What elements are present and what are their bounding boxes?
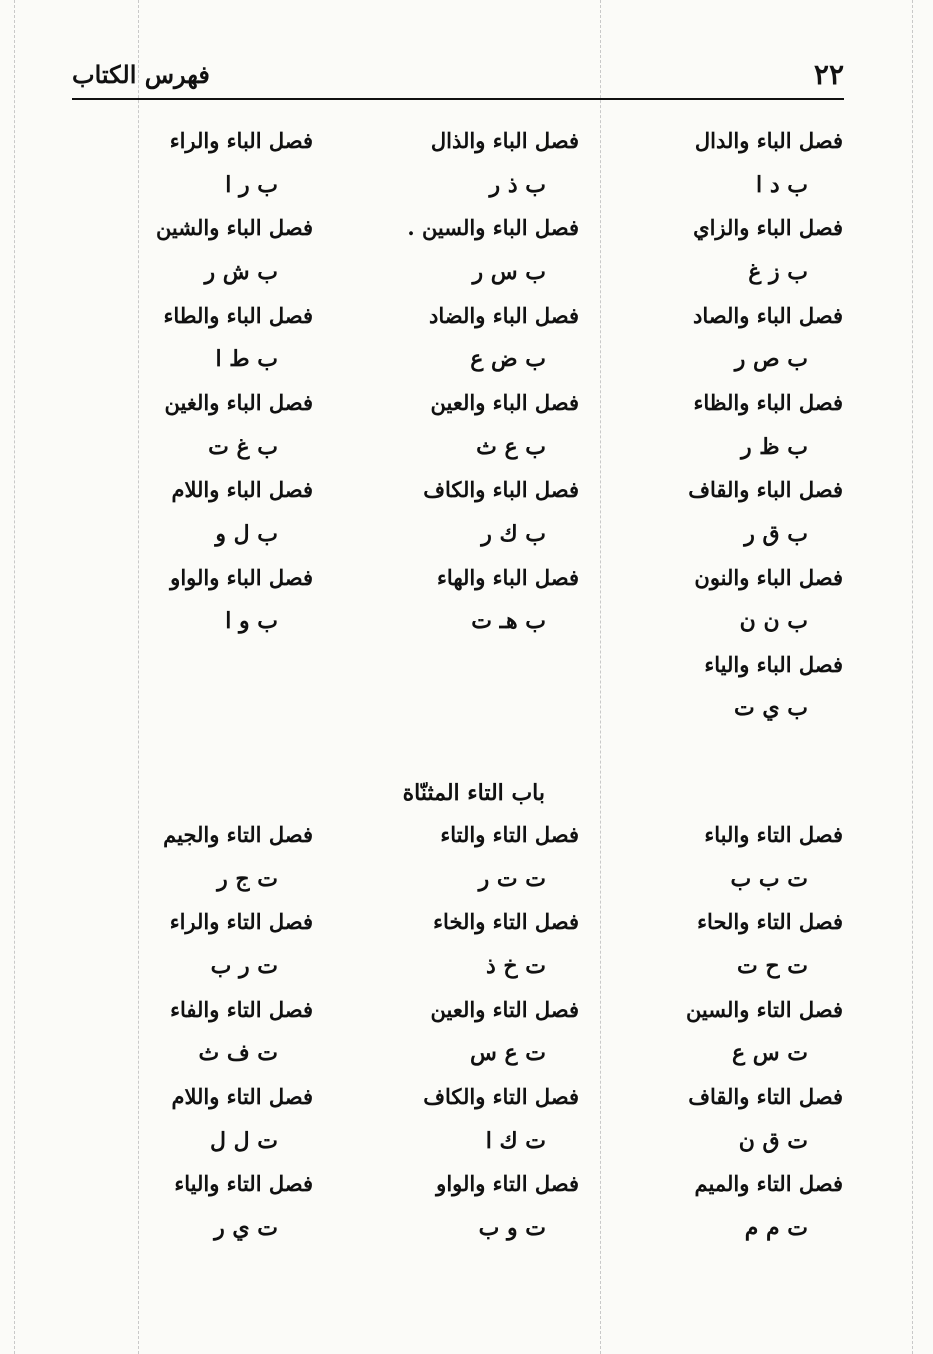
root-letters: ب د ا xyxy=(756,171,808,198)
root-letters: ب ض ع xyxy=(470,346,546,373)
fasl-heading: فصل التاء والعين xyxy=(430,996,579,1022)
fasl-heading: فصل الباء والواو xyxy=(170,564,313,590)
root-letters: ت ي ر xyxy=(214,1214,278,1241)
fasl-heading: فصل الباء والضاد xyxy=(429,302,579,328)
root-letters: ب ي ت xyxy=(734,695,808,722)
fasl-heading: فصل التاء والقاف xyxy=(688,1083,843,1109)
section-title-ta: باب التاء المثنّاة xyxy=(402,780,545,806)
fasl-heading: فصل الباء والنون xyxy=(694,564,843,590)
fasl-heading: فصل التاء والخاء xyxy=(433,909,579,935)
fasl-heading: فصل التاء والتاء xyxy=(440,822,579,847)
root-letters: ب و ا xyxy=(225,608,278,635)
fasl-heading: فصل الباء والراء xyxy=(169,128,313,153)
root-letters: ت خ ذ xyxy=(485,952,546,979)
fasl-heading: فصل الباء والزاي xyxy=(693,215,843,241)
fasl-heading: فصل الباء واللام xyxy=(171,477,313,503)
fasl-heading: فصل التاء والياء xyxy=(174,1171,313,1197)
fasl-heading: فصل التاء والسين xyxy=(685,996,843,1022)
running-title: فهرس الكتاب xyxy=(72,60,210,89)
root-letters: ب ع ث xyxy=(476,433,546,460)
fasl-heading: فصل الباء والقاف xyxy=(688,477,843,503)
fasl-heading: فصل التاء والجيم xyxy=(163,822,313,847)
root-letters: ب ط ا xyxy=(215,346,278,373)
fasl-heading: فصل الباء والدال xyxy=(694,128,843,153)
fasl-heading: فصل الباء والهاء xyxy=(437,564,579,590)
root-letters: ب هـ ت xyxy=(471,608,546,635)
root-letters: ت ل ل xyxy=(210,1127,278,1154)
scan-edge-line xyxy=(912,0,913,1354)
fasl-heading: فصل الباء والسين . xyxy=(407,215,579,241)
fasl-heading: فصل الباء والصاد xyxy=(693,302,843,328)
page-header xyxy=(72,58,844,100)
root-letters: ت ح ت xyxy=(737,952,808,979)
root-letters: ب ك ر xyxy=(481,520,546,547)
root-letters: ب ظ ر xyxy=(741,433,808,460)
root-letters: ب ل و xyxy=(215,520,278,547)
fasl-heading: فصل التاء والميم xyxy=(694,1171,843,1197)
root-letters: ب س ر xyxy=(472,258,546,285)
fasl-heading: فصل التاء والكاف xyxy=(423,1083,579,1109)
root-letters: ت ف ث xyxy=(198,1040,278,1067)
fasl-heading: فصل الباء والذال xyxy=(430,128,579,153)
fasl-heading: فصل التاء والباء xyxy=(704,822,843,847)
page-number: ٢٢ xyxy=(813,58,844,91)
root-letters: ب ز غ xyxy=(748,258,808,285)
fasl-heading: فصل الباء والظاء xyxy=(693,389,843,415)
fasl-heading: فصل التاء والحاء xyxy=(697,909,843,935)
root-letters: ت س ع xyxy=(731,1040,808,1067)
root-letters: ت و ب xyxy=(478,1214,546,1241)
root-letters: ب ر ا xyxy=(225,171,278,198)
root-letters: ب ن ن xyxy=(739,608,808,635)
fasl-heading: فصل التاء واللام xyxy=(171,1083,313,1109)
root-letters: ت ك ا xyxy=(485,1127,546,1154)
fasl-heading: فصل الباء والكاف xyxy=(423,477,579,503)
scan-edge-line xyxy=(600,0,601,1354)
root-letters: ت ق ن xyxy=(738,1127,808,1154)
fasl-heading: فصل الباء والغين xyxy=(164,389,313,415)
root-letters: ت ب ب xyxy=(730,865,808,892)
root-letters: ب ذ ر xyxy=(489,171,546,198)
fasl-heading: فصل الباء والشين xyxy=(155,215,313,241)
root-letters: ت ج ر xyxy=(217,865,278,892)
root-letters: ب ش ر xyxy=(204,258,278,285)
root-letters: ب ق ر xyxy=(744,520,808,547)
fasl-heading: فصل الباء والعين xyxy=(430,389,579,415)
root-letters: ت ع س xyxy=(469,1040,546,1067)
root-letters: ت ت ر xyxy=(478,865,546,892)
fasl-heading: فصل التاء والراء xyxy=(169,909,313,935)
root-letters: ب غ ت xyxy=(208,433,278,460)
scan-edge-line xyxy=(14,0,15,1354)
scan-edge-line xyxy=(138,0,139,1354)
root-letters: ت م م xyxy=(744,1214,808,1241)
root-letters: ت ر ب xyxy=(210,952,278,979)
fasl-heading: فصل التاء والواو xyxy=(436,1171,579,1197)
fasl-heading: فصل الباء والطاء xyxy=(163,302,313,328)
root-letters: ب ص ر xyxy=(734,346,808,373)
fasl-heading: فصل الباء والياء xyxy=(704,651,843,677)
fasl-heading: فصل التاء والفاء xyxy=(170,996,313,1022)
